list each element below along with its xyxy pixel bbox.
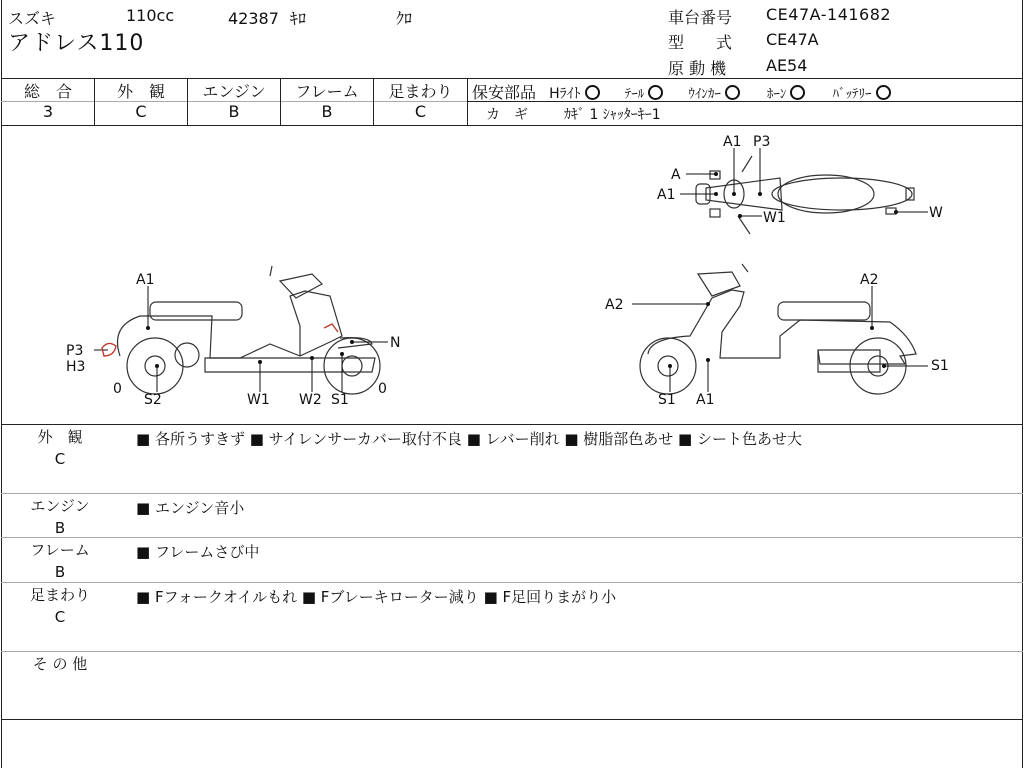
- type-label: 型 式: [668, 33, 733, 52]
- ok-mark-icon: [648, 85, 663, 100]
- section-other: [24, 653, 96, 675]
- damage-diagram: [0, 126, 1024, 424]
- section-title: エンジン: [30, 497, 90, 515]
- model-name: アドレス110: [8, 31, 145, 56]
- section-grade: C: [54, 450, 66, 468]
- diag-label: A: [671, 167, 681, 183]
- section-grade: B: [54, 519, 66, 537]
- section-engine: [24, 495, 96, 539]
- grade-overall-label: 総 合: [23, 82, 72, 101]
- notes-top-line: [1, 424, 1023, 425]
- damage-dots: [146, 172, 898, 368]
- type-value: CE47A: [766, 30, 819, 49]
- grade-suspension-label: 足まわり: [388, 82, 453, 101]
- ok-mark-icon: [585, 85, 600, 100]
- key-label: カ ギ: [486, 107, 528, 123]
- diag-label: S2: [144, 392, 162, 408]
- section-notes: ■ フレームさび中: [136, 543, 260, 561]
- grade-engine-label: エンジン: [202, 82, 266, 101]
- grade-suspension-value: C: [414, 102, 427, 121]
- safety-headlight: Hﾗｲﾄ: [549, 86, 581, 102]
- section-grade: B: [54, 563, 66, 581]
- diag-label: P3: [66, 343, 84, 359]
- ok-mark-icon: [876, 85, 891, 100]
- safety-horn: ﾎｰﾝ: [766, 87, 787, 102]
- section-notes: ■ 各所うすきず ■ サイレンサーカバー取付不良 ■ レバー削れ ■ 樹脂部色あせ ■ シート色あせ大: [136, 430, 803, 448]
- diag-label: A1: [136, 272, 155, 288]
- notes-divider: [1, 537, 1023, 538]
- diag-label: A2: [605, 297, 624, 313]
- damage-mark-red: [324, 324, 338, 332]
- color: ｸﾛ: [396, 9, 413, 28]
- mileage: [228, 6, 306, 29]
- grade-overall-value: 3: [42, 102, 54, 121]
- notes-divider: [1, 582, 1023, 583]
- top-view-scooter: [696, 156, 914, 234]
- maker: スズキ: [8, 9, 57, 28]
- diag-label: H3: [66, 359, 86, 375]
- diag-label: A1: [723, 134, 742, 150]
- grade-exterior-label: 外 観: [116, 82, 165, 101]
- section-notes: ■ エンジン音小: [136, 499, 245, 517]
- notes-bottom-line: [1, 719, 1023, 720]
- key-value: ｶｷﾞ 1 ｼｬｯﾀｰｷｰ1: [564, 107, 661, 123]
- frame-no-label: 車台番号: [668, 8, 733, 27]
- engine-label: 原 動 機: [668, 59, 727, 78]
- grade-sep-5: [467, 78, 468, 125]
- engine-value: AE54: [766, 56, 808, 75]
- section-title: フレーム: [30, 541, 90, 559]
- ok-mark-icon: [790, 85, 805, 100]
- safety-winker: ｳｲﾝｶｰ: [688, 87, 721, 102]
- section-notes: ■ Fフォークオイルもれ ■ Fブレーキローター減り ■ F足回りまがり小: [136, 588, 617, 606]
- diag-label: A1: [696, 392, 715, 408]
- safety-tail: ﾃｰﾙ: [624, 87, 645, 102]
- diag-label: S1: [658, 392, 676, 408]
- diag-label: S1: [331, 392, 349, 408]
- section-grade: C: [54, 608, 66, 626]
- leader-lines: [94, 148, 928, 392]
- notes-divider: [1, 651, 1023, 652]
- diag-label: W: [929, 205, 943, 221]
- section-title: 外 観: [37, 428, 83, 446]
- safety-label: 保安部品: [472, 83, 537, 102]
- diag-label: A1: [657, 187, 676, 203]
- grade-frame-label: フレーム: [295, 82, 359, 101]
- frame-no: CE47A-141682: [766, 5, 892, 24]
- grade-exterior-value: C: [135, 102, 147, 121]
- section-suspension: [24, 584, 96, 628]
- grade-engine-value: B: [228, 102, 240, 121]
- ok-mark-icon: [725, 85, 740, 100]
- safety-battery: ﾊﾞｯﾃﾘｰ: [832, 87, 872, 102]
- mileage-unit: ｷﾛ: [290, 9, 307, 28]
- section-frame: [24, 539, 96, 583]
- diag-label: W1: [763, 210, 786, 226]
- diag-label: S1: [931, 358, 949, 374]
- mileage-value: 42387: [228, 9, 279, 28]
- safety-parts-row: [472, 80, 891, 103]
- grade-frame-value: B: [321, 102, 333, 121]
- diag-label: P3: [753, 134, 771, 150]
- diag-label: A2: [860, 272, 879, 288]
- notes-divider: [1, 493, 1023, 494]
- section-title: そ の 他: [32, 655, 88, 673]
- diag-label: 0: [113, 381, 122, 397]
- displacement: 110cc: [126, 6, 175, 25]
- diag-label: N: [390, 335, 401, 351]
- diag-label: W1: [247, 392, 270, 408]
- section-exterior: [24, 426, 96, 470]
- diag-label: 0: [378, 381, 387, 397]
- diag-label: W2: [299, 392, 322, 408]
- section-title: 足まわり: [29, 586, 90, 604]
